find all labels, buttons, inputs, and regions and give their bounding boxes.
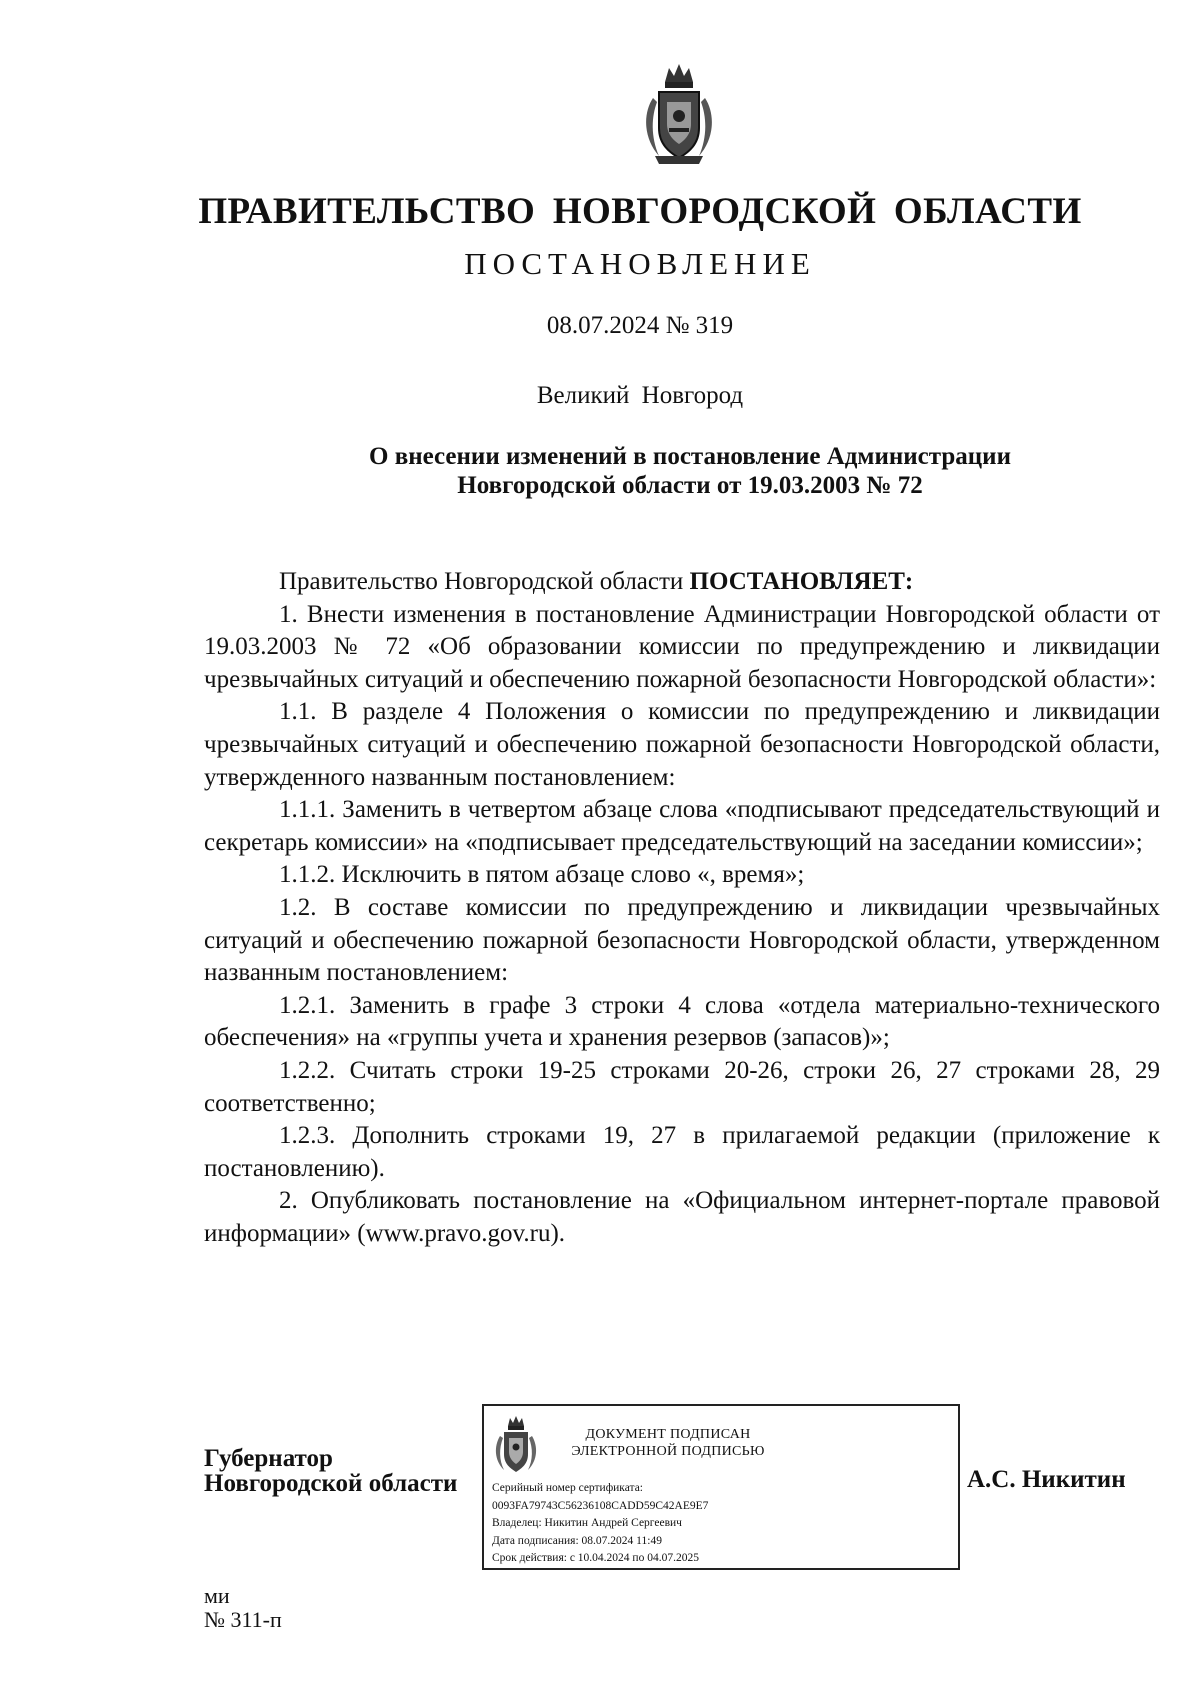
stamp-validity: Срок действия: с 10.04.2024 по 04.07.2025	[492, 1552, 699, 1564]
signer-title-line-2: Новгородской области	[204, 1470, 458, 1497]
government-title: ПРАВИТЕЛЬСТВО НОВГОРОДСКОЙ ОБЛАСТИ	[198, 191, 1082, 232]
stamp-signed-date: Дата подписания: 08.07.2024 11:49	[492, 1534, 662, 1547]
clause-1: 1. Внести изменения в постановление Администрации Новгородской области от 19.03.2003 № 72 «Об образовании комиссии по предупреждению и ликвидации чрезвычайных ситуаций и обеспечению пожарной безопасности Новгородской области»:	[204, 600, 1160, 693]
intro-decree-word: ПОСТАНОВЛЯЕТ:	[689, 568, 914, 595]
clause-1-1-2: 1.1.2. Исключить в пятом абзаце слово «, время»;	[279, 861, 805, 889]
clause-2: 2. Опубликовать постановление на «Официальном интернет-портале правовой информации» (www.pravo.gov.ru).	[204, 1187, 1160, 1247]
stamp-cert-number: 0093FA79743C56236108CADD59C42AE9E7	[492, 1499, 709, 1512]
clause-1-2-2: 1.2.2. Считать строки 19-25 строками 20-26, строки 26, 27 строками 28, 29 соответственно;	[204, 1056, 1160, 1117]
electronic-signature-stamp	[482, 1404, 960, 1570]
coat-of-arms-emblem	[641, 58, 717, 166]
signer-name: А.С. Никитин	[967, 1466, 1126, 1493]
document-date-number: 08.07.2024 № 319	[546, 312, 734, 339]
footer-reference	[204, 1584, 282, 1632]
footer-number: № 311-п	[204, 1607, 282, 1632]
subject-line-1: О внесении изменений в постановление Администрации	[369, 443, 1011, 470]
resolution-intro	[204, 566, 1160, 599]
stamp-cert-label: Серийный номер сертификата:	[492, 1482, 643, 1494]
clause-1-2-1: 1.2.1. Заменить в графе 3 строки 4 слова «отдела материально-технического обеспечения» на «группы учета и хранения резервов (запасов)»;	[204, 991, 1160, 1052]
clause-1-2-3: 1.2.3. Дополнить строками 19, 27 в прилагаемой редакции (приложение к постановлению).	[204, 1122, 1160, 1182]
document-city: Великий Новгород	[536, 382, 744, 409]
intro-text: Правительство Новгородской области	[279, 568, 690, 595]
stamp-emblem-icon	[492, 1414, 540, 1476]
stamp-owner: Владелец: Никитин Андрей Сергеевич	[492, 1517, 682, 1529]
clause-1-1: 1.1. В разделе 4 Положения о комиссии по предупреждению и ликвидации чрезвычайных ситуаций и обеспечению пожарной безопасности Новгородской области, утвержденного названным постановлением:	[204, 698, 1160, 791]
stamp-heading-line-1: ДОКУМЕНТ ПОДПИСАН	[585, 1427, 751, 1442]
clause-1-1-1: 1.1.1. Заменить в четвертом абзаце слова «подписывают председательствующий и секретарь комиссии» на «подписывает председательствующий на заседании комиссии»;	[204, 796, 1160, 856]
signer-title	[204, 1446, 457, 1496]
stamp-heading	[548, 1426, 788, 1460]
document-type: ПОСТАНОВЛЕНИЕ	[464, 246, 816, 281]
signer-title-line-1: Губернатор	[204, 1445, 333, 1472]
document-subject	[280, 442, 1100, 500]
stamp-heading-line-2: ЭЛЕКТРОННОЙ ПОДПИСЬЮ	[571, 1444, 765, 1459]
document-body	[204, 566, 1160, 1250]
footer-initials: ми	[204, 1583, 230, 1608]
clause-1-2: 1.2. В составе комиссии по предупреждению и ликвидации чрезвычайных ситуаций и обеспечению пожарной безопасности Новгородской области, утвержденном названным постановлением:	[204, 893, 1160, 987]
subject-line-2: Новгородской области от 19.03.2003 № 72	[457, 472, 923, 499]
stamp-details	[492, 1480, 708, 1568]
